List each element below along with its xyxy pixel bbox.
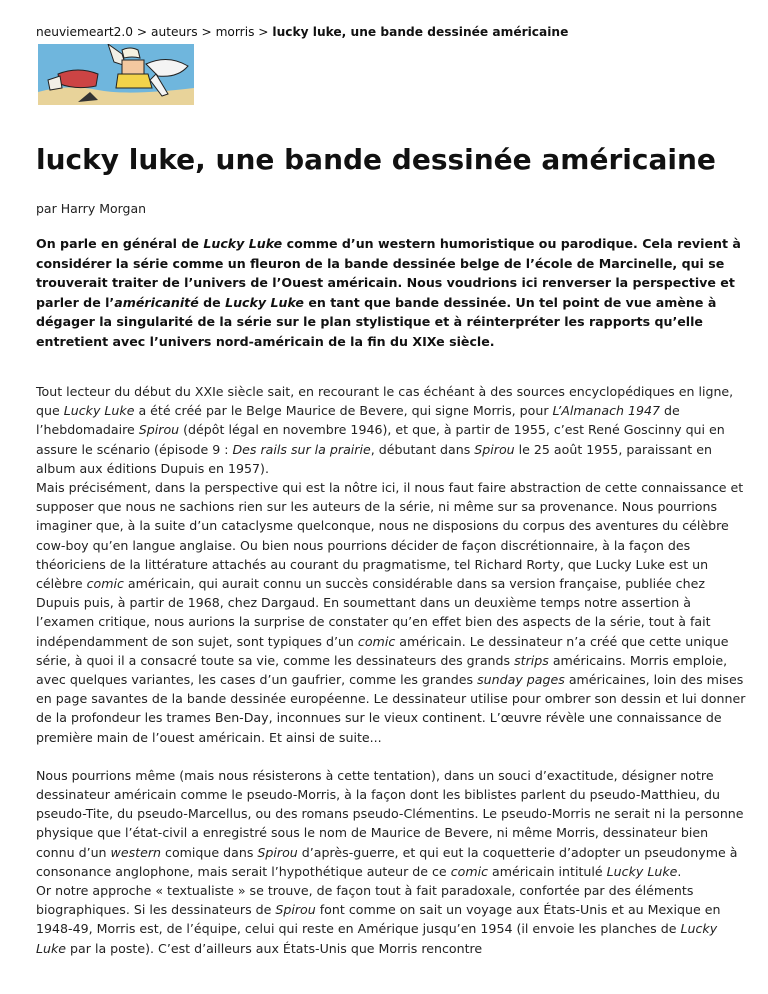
paragraph-2 [36,766,748,958]
paragraph-italic: Spirou [257,844,298,860]
paragraph-text: a été créé par le Belge Maurice de Bevere, qui signe Morris, pour [134,403,553,419]
paragraph-text: comique dans [161,844,258,860]
paragraph-italic: Lucky Luke [606,863,678,879]
breadcrumb-current: lucky luke, une bande dessinée américaine [272,25,569,39]
paragraph-text: d’après-guerre, et qui eut la coquetterie d’adopter un pseudonyme à consonance anglophone, mais serait l’hypothétique auteur de ce [36,844,738,879]
article-byline: par Harry Morgan [36,201,147,216]
paragraph-italic: Spirou [275,902,316,918]
paragraph-italic: comic [450,863,489,879]
paragraph-text: Or notre approche « textualiste » se trouve, de façon tout à fait paradoxale, confortée par des éléments biographiques. Si les dessinateurs de [36,883,694,918]
lead-italic: américanité [114,294,199,310]
paragraph-text: par la poste). C’est d’ailleurs aux États-Unis que Morris rencontre [66,940,483,956]
article-title: lucky luke, une bande dessinée américaine [36,143,716,176]
breadcrumb [36,24,756,40]
lead-title-italic: Lucky Luke [203,236,283,251]
breadcrumb-separator: > [133,25,152,39]
paragraph-italic: Lucky Luke [36,921,718,956]
lucky-luke-illustration [38,44,194,105]
paragraph-italic: comic [86,576,124,592]
paragraph-1 [36,382,748,747]
paragraph-text: font comme on sait un voyage aux États-Unis et au Mexique en 1948-49, Morris est, de l’équipe, celui qui reste en Amérique jusqu’en 1954 (il envoie les planches de [36,902,721,937]
header-illustration [38,44,194,105]
paragraph-text: , débutant dans [370,441,475,457]
paragraph-italic: Lucky Luke [63,403,135,419]
paragraph-italic: Des rails sur la prairie [232,441,371,457]
paragraph-text: de l’hebdomadaire [36,403,680,438]
breadcrumb-home-link[interactable]: neuviemeart2.0 [36,25,134,39]
paragraph-italic: Spirou [138,422,180,438]
paragraph-text: (dépôt légal en novembre 1946), et que, à partir de 1955, c’est René Goscinny qui en assure le scénario (épisode 9 : [36,422,725,457]
paragraph-text: Mais précisément, dans la perspective qui est la nôtre ici, il nous faut faire abstraction de cette connaissance et supposer que nous ne sachions rien sur les auteurs de la série, ni même sur sa provenance. Nous pourrions imaginer que, à la suite d’un cataclysme quelconque, nous ne disposions du corpus des aventures du célèbre cow-boy qu’en langue anglaise. Ou bien nous pourrions décider de façon discrétionnaire, à la façon des théoriciens de la littérature attachés au courant du pragmatisme, tel Richard Rorty, que Lucky Luke est un célèbre [36,480,744,592]
article-body [36,382,748,977]
lead-text: en tant que bande dessinée. Un tel point de vue amène à dégager la singularité de la série sur le plan stylistique et à réinterpréter les rapports qu’elle entretient avec l’univers nord-américain de la fin du XIXe siècle. [36,294,717,349]
paragraph-text: américain. Le dessinateur n’a créé que cette unique série, à quoi il a consacré toute sa vie, comme les dessinateurs des grands [36,633,729,668]
paragraph-italic: western [110,844,162,860]
paragraph-text: Tout lecteur du début du XXIe siècle sait, en recourant le cas échéant à des sources encyclopédiques en ligne, que [36,384,734,419]
paragraph-text: américaines, loin des mises en page savantes de la bande dessinée européenne. Le dessinateur utilise pour ombrer son dessin et lui donner de la profondeur les trames Ben-Day, inconnues sur le vieux continent. L’œuvre révèle une connaissance de première main de l’ouest américain. Et ainsi de suite... [36,672,746,745]
paragraph-italic: sunday pages [477,672,565,688]
paragraph-italic: L’Almanach 1947 [552,403,661,419]
paragraph-italic: comic [357,633,396,649]
lead-text: de [198,294,226,310]
lead-title-italic: Lucky Luke [225,294,304,310]
breadcrumb-morris-link[interactable]: morris [215,25,255,39]
breadcrumb-separator: > [197,25,216,39]
paragraph-text: . [677,863,682,879]
paragraph-text: américains. Morris emploie, avec quelques variantes, les cases d’un gaufrier, comme les grandes [36,652,728,688]
article-lead [36,234,748,351]
breadcrumb-auteurs-link[interactable]: auteurs [151,25,198,39]
paragraph-italic: strips [514,652,549,668]
paragraph-text: américain, qui aurait connu un succès considérable dans sa version française, publiée chez Dupuis puis, à partir de 1968, chez Dargaud. En soumettant dans un deuxième temps notre assertion à l’examen critique, nous aurions la surprise de constater qu’en effet bien des aspects de la série, tout à fait indépendamment de son sujet, sont typiques d’un [36,576,711,649]
paragraph-italic: Spirou [474,441,515,457]
paragraph-text: américain intitulé [488,863,607,879]
lead-text: On parle en général de [36,236,204,251]
paragraph-text: le 25 août 1955, paraissant en album aux éditions Dupuis en 1957). [36,441,712,476]
lead-text: comme d’un western humoristique ou parodique. Cela revient à considérer la série comme un fleuron de la bande dessinée belge de l’école de Marcinelle, qui se trouverait traiter de l’univers de l’Ouest américain. Nous voudrions ici renverser la perspective et parler de l’ [36,236,741,310]
breadcrumb-separator: > [254,25,273,39]
paragraph-text: Nous pourrions même (mais nous résisterons à cette tentation), dans un souci d’exactitude, désigner notre dessinateur américain comme le pseudo-Morris, à la façon dont les biblistes parlent du pseudo-Matthieu, du pseudo-Tite, du pseudo-Marcellus, ou des romans pseudo-Clémentins. Le pseudo-Morris ne serait ni la personne physique que l’état-civil a enregistré sous le nom de Maurice de Bevere, ni même Morris, dessinateur bien connu d’un [36,767,744,860]
